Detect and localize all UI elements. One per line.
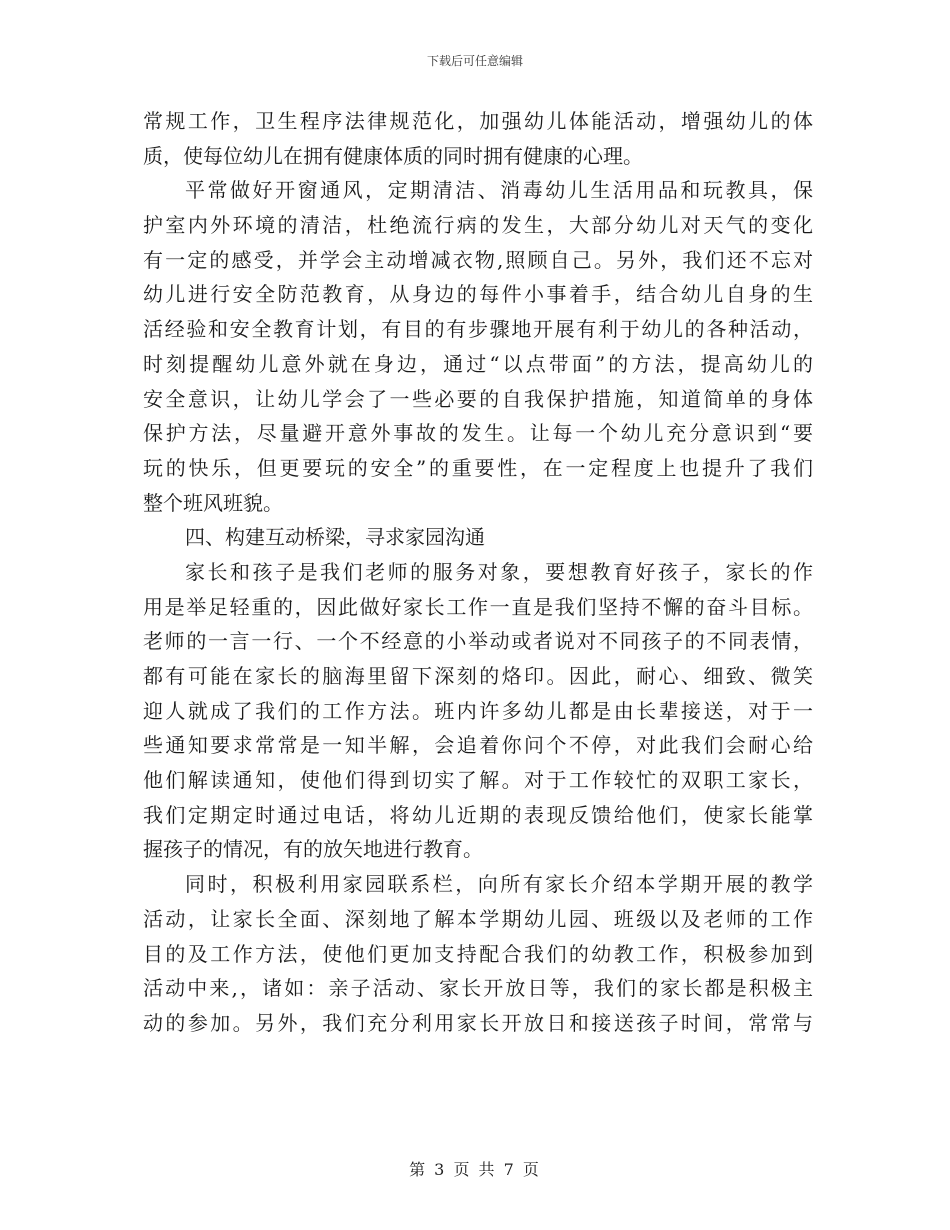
text-line: 平常做好开窗通风，定期清洁、消毒幼儿生活用品和玩教具，保 — [185, 178, 813, 203]
text-line: 幼儿进行安全防范教育，从身边的每件小事着手，结合幼儿自身的生 — [143, 282, 813, 307]
text-line: 安全意识，让幼儿学会了一些必要的自我保护措施，知道简单的身体 — [143, 386, 813, 411]
text-line: 我们定期定时通过电话，将幼儿近期的表现反馈给他们，使家长能掌 — [143, 802, 813, 827]
text-line: 有一定的感受，并学会主动增减衣物,照顾自己。另外，我们还不忘对 — [143, 247, 813, 272]
text-line: 玩的快乐，但更要玩的安全”的重要性，在一定程度上也提升了我们 — [143, 455, 813, 480]
text-line: 他们解读通知，使他们得到切实了解。对于工作较忙的双职工家长， — [143, 768, 813, 793]
text-line: 保护方法，尽量避开意外事故的发生。让每一个幼儿充分意识到“要 — [143, 421, 813, 446]
text-line: 活动，让家长全面、深刻地了解本学期幼儿园、班级以及老师的工作 — [143, 906, 813, 931]
paragraph — [143, 867, 813, 1040]
text-line: 活经验和安全教育计划，有目的有步骤地开展有利于幼儿的各种活动， — [143, 317, 813, 342]
text-line: 些通知要求常常是一知半解，会追着你问个不停，对此我们会耐心给 — [143, 733, 813, 758]
page-footer: 第 3 页 共 7 页 — [409, 1160, 541, 1179]
paragraph — [143, 520, 813, 555]
text-line: 迎人就成了我们的工作方法。班内许多幼儿都是由长辈接送，对于一 — [143, 698, 813, 723]
paragraph — [143, 555, 813, 867]
text-line: 常规工作，卫生程序法律规范化，加强幼儿体能活动，增强幼儿的体 — [143, 109, 813, 133]
text-line: 四、构建互动桥梁，寻求家园沟通 — [185, 525, 485, 550]
text-line: 护室内外环境的清洁，杜绝流行病的发生，大部分幼儿对天气的变化 — [143, 213, 813, 238]
text-line: 家长和孩子是我们老师的服务对象，要想教育好孩子，家长的作 — [185, 559, 813, 584]
text-line: 同时，积极利用家园联系栏，向所有家长介绍本学期开展的教学 — [185, 872, 813, 897]
document-body — [143, 104, 813, 1041]
page-header: 下载后可任意编辑 — [426, 54, 523, 68]
text-line: 用是举足轻重的，因此做好家长工作一直是我们坚持不懈的奋斗目标。 — [143, 594, 813, 619]
text-line: 老师的一言一行、一个不经意的小举动或者说对不同孩子的不同表情， — [143, 629, 813, 654]
text-line: 整个班风班貌。 — [143, 490, 283, 515]
text-line: 目的及工作方法，使他们更加支持配合我们的幼教工作，积极参加到 — [143, 941, 813, 966]
paragraph — [143, 104, 813, 173]
text-line: 动的参加。另外，我们充分利用家长开放日和接送孩子时间，常常与 — [143, 1010, 813, 1035]
text-line: 握孩子的情况，有的放矢地进行教育。 — [143, 837, 483, 862]
text-line: 时刻提醒幼儿意外就在身边，通过“以点带面”的方法，提高幼儿的 — [143, 351, 813, 376]
text-line: 活动中来,，诸如：亲子活动、家长开放日等，我们的家长都是积极主 — [143, 976, 813, 1001]
paragraph — [143, 173, 813, 520]
text-line: 质，使每位幼儿在拥有健康体质的同时拥有健康的心理。 — [143, 143, 643, 168]
text-line: 都有可能在家长的脑海里留下深刻的烙印。因此，耐心、细致、微笑 — [143, 664, 813, 688]
